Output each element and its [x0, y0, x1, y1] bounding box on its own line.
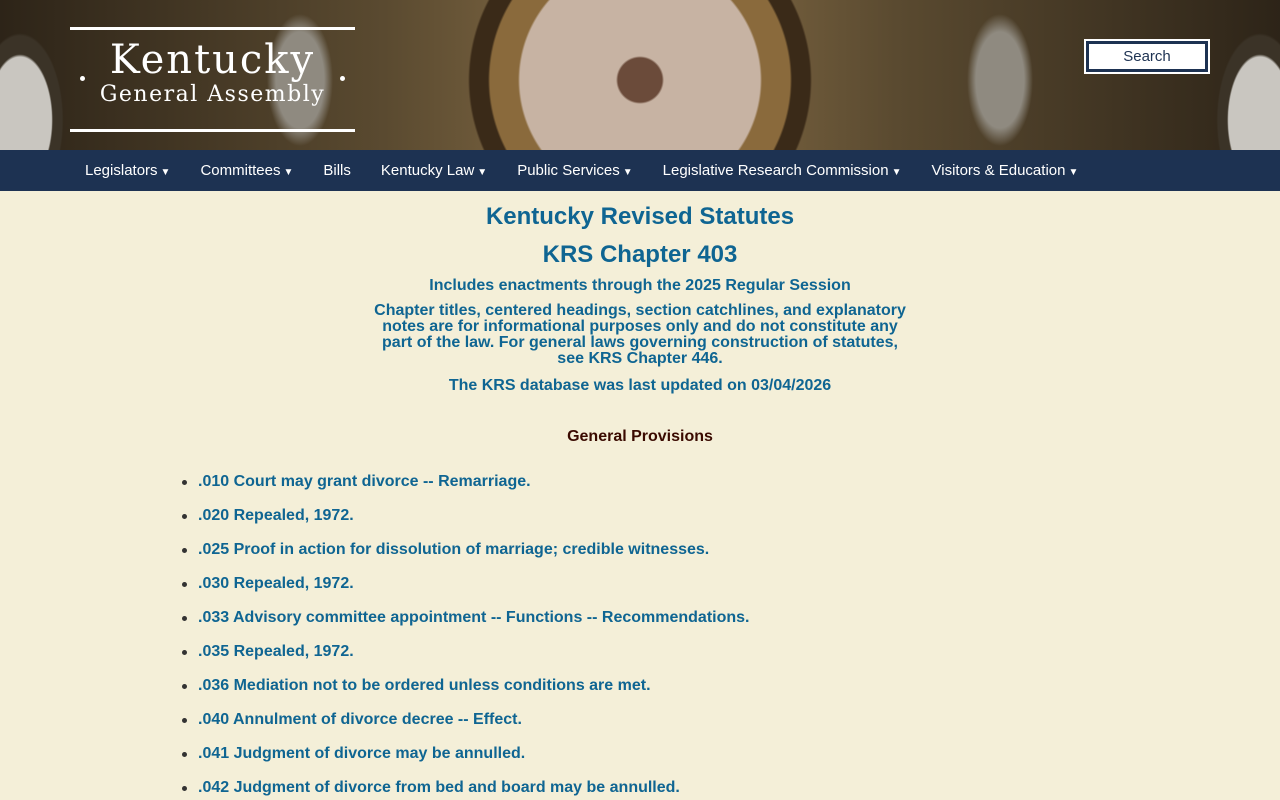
caret-down-icon: ▼: [477, 167, 488, 178]
logo-subtitle: General Assembly: [99, 82, 326, 107]
statute-link[interactable]: .010 Court may grant divorce -- Remarriage.: [198, 473, 531, 490]
statute-link[interactable]: .030 Repealed, 1972.: [198, 575, 354, 592]
nav-item-label: Public Services: [517, 162, 620, 179]
statute-link[interactable]: .042 Judgment of divorce from bed and board may be annulled.: [198, 779, 680, 796]
site-logo[interactable]: [70, 27, 355, 132]
nav-item-label: Visitors & Education: [931, 162, 1066, 179]
enactments-note: Includes enactments through the 2025 Regular Session: [429, 277, 851, 294]
statute-link[interactable]: .025 Proof in action for dissolution of marriage; credible witnesses.: [198, 541, 710, 558]
nav-item-label: Bills: [323, 162, 351, 179]
list-item: [198, 779, 1280, 797]
logo-dot: [340, 76, 345, 81]
nav-item-label: Legislative Research Commission: [662, 162, 889, 179]
list-item: [198, 541, 1280, 559]
list-item: [198, 711, 1280, 729]
nav-item-legislative-research-commission[interactable]: [648, 150, 917, 191]
main-nav: [0, 150, 1280, 191]
caret-down-icon: ▼: [283, 167, 294, 178]
section-heading: General Provisions: [567, 428, 713, 445]
caret-down-icon: ▼: [891, 167, 902, 178]
statute-link[interactable]: .041 Judgment of divorce may be annulled.: [198, 745, 526, 762]
nav-item-kentucky-law[interactable]: [366, 150, 502, 191]
caret-down-icon: ▼: [622, 167, 633, 178]
nav-item-label: Kentucky Law: [380, 162, 475, 179]
statute-link[interactable]: .020 Repealed, 1972.: [198, 507, 354, 524]
header-banner: [0, 0, 1280, 150]
nav-item-visitors-education[interactable]: [917, 150, 1094, 191]
statute-link[interactable]: .036 Mediation not to be ordered unless conditions are met.: [198, 677, 651, 694]
caret-down-icon: ▼: [1068, 167, 1079, 178]
main-content: [0, 203, 1280, 797]
search-button[interactable]: Search: [1084, 39, 1210, 74]
caret-down-icon: ▼: [160, 167, 171, 178]
page-title: Kentucky Revised Statutes: [485, 203, 795, 230]
nav-item-label: Legislators: [85, 162, 158, 179]
chapter-title: KRS Chapter 403: [542, 241, 738, 268]
list-item: [198, 507, 1280, 525]
statute-link[interactable]: .040 Annulment of divorce decree -- Effect.: [198, 711, 522, 728]
statute-list: [198, 473, 1280, 797]
list-item: [198, 677, 1280, 695]
disclaimer-note: Chapter titles, centered headings, section catchlines, and explanatory notes are for informational purposes only and do not constitute any part of the law. For general laws governing construction of statutes, see KRS Chapter 446.: [374, 302, 906, 367]
nav-item-legislators[interactable]: [70, 150, 185, 191]
list-item: [198, 643, 1280, 661]
logo-dot: [80, 76, 85, 81]
nav-item-label: Committees: [200, 162, 281, 179]
logo-title: Kentucky: [109, 37, 316, 83]
list-item: [198, 609, 1280, 627]
statute-link[interactable]: .033 Advisory committee appointment -- Functions -- Recommendations.: [198, 609, 750, 626]
nav-item-committees[interactable]: [185, 150, 308, 191]
list-item: [198, 473, 1280, 491]
nav-item-bills[interactable]: [308, 150, 366, 191]
nav-item-public-services[interactable]: [502, 150, 647, 191]
list-item: [198, 745, 1280, 763]
list-item: [198, 575, 1280, 593]
last-updated: The KRS database was last updated on 03/04/2026: [448, 377, 832, 394]
statute-link[interactable]: .035 Repealed, 1972.: [198, 643, 354, 660]
